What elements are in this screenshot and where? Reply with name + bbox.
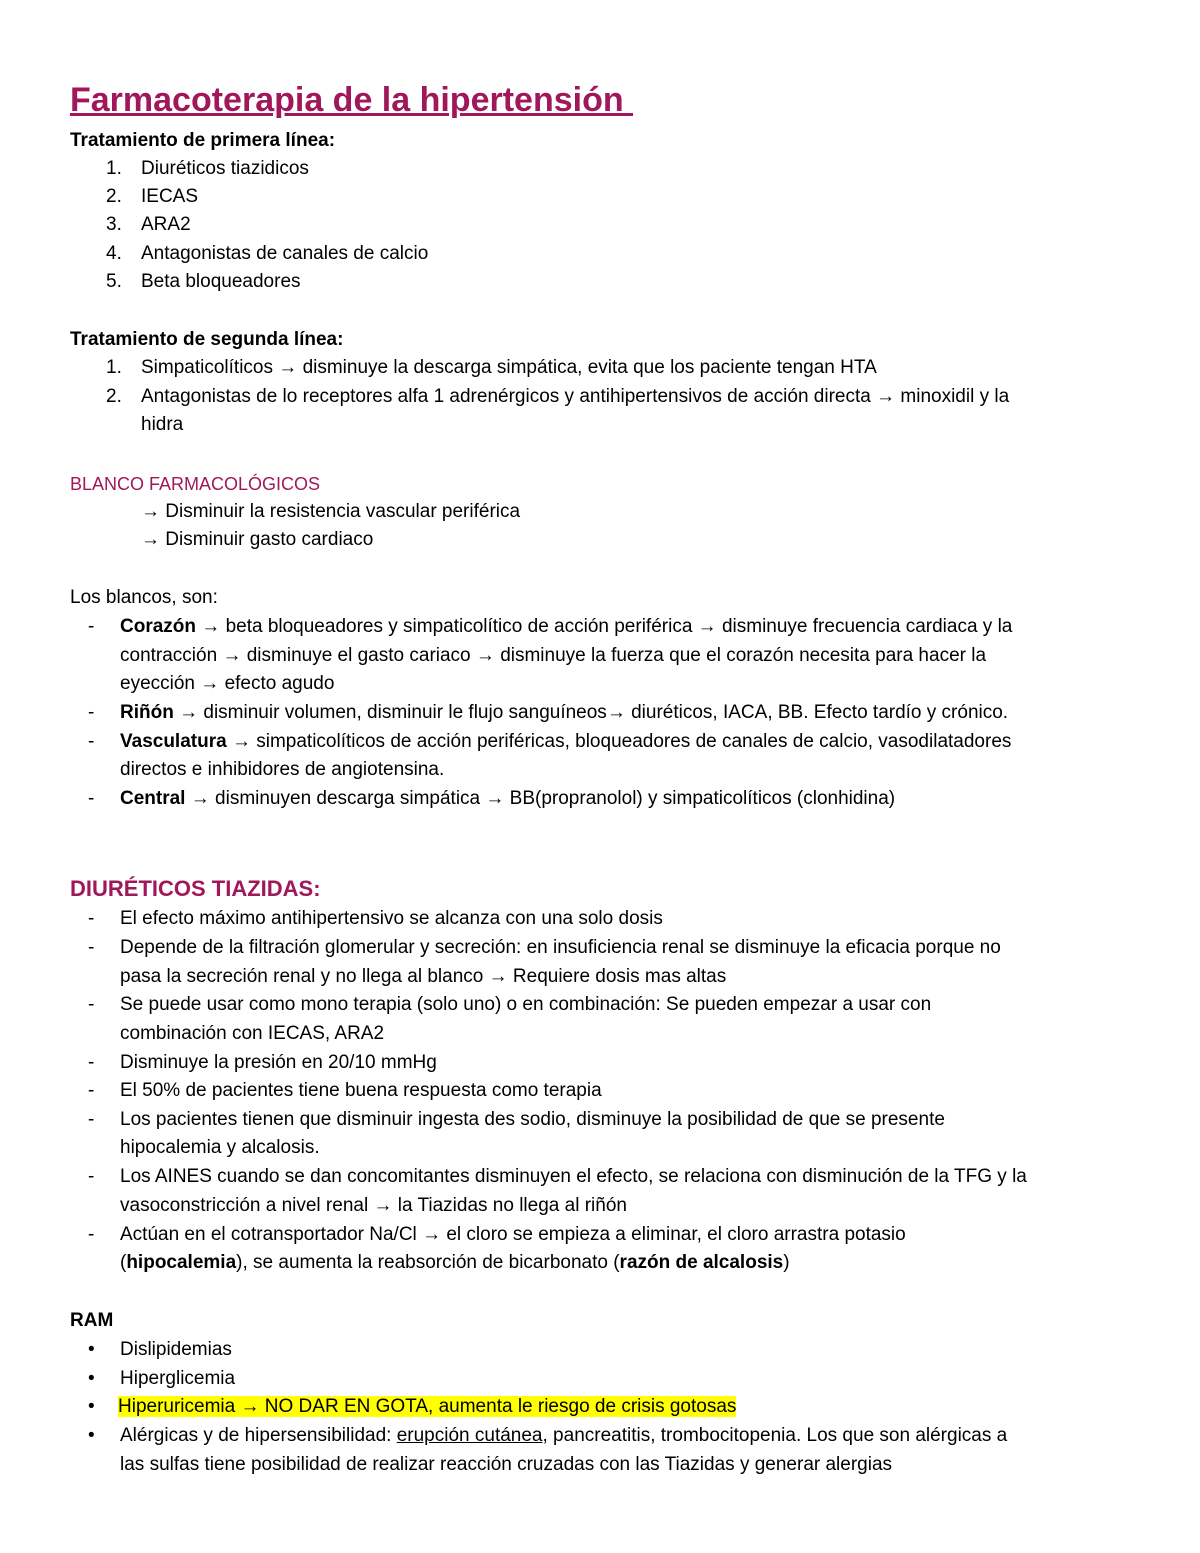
dash-marker: - <box>88 994 95 1015</box>
list-item: Se puede usar como mono terapia (solo uno) o en combinación: Se pueden empezar a usar con <box>120 994 932 1015</box>
arrow-icon: → <box>278 357 298 378</box>
highlighted-text <box>118 1396 736 1417</box>
list-item-continuation: hipocalemia y alcalosis. <box>120 1137 320 1158</box>
item-text: Hiperuricemia <box>118 1396 236 1417</box>
list-item: IECAS <box>141 186 199 207</box>
arrow-icon: → <box>141 529 160 550</box>
item-text: minoxidil y la <box>900 386 1010 407</box>
item-text: disminuye la descarga simpática, evita que los paciente tengan HTA <box>302 357 877 378</box>
item-text: Alérgicas y de hipersensibilidad: <box>120 1425 397 1446</box>
dash-marker: - <box>88 1224 95 1245</box>
dash-marker: - <box>88 1052 95 1073</box>
list-item <box>141 355 877 381</box>
item-text: disminuir volumen, disminuir le flujo sanguíneos <box>203 702 607 723</box>
arrow-icon: → <box>876 386 896 407</box>
item-text: diuréticos, IACA, BB. Efecto tardío y crónico. <box>631 702 1009 723</box>
list-item: Los pacientes tienen que disminuir ingesta des sodio, disminuye la posibilidad de que se presente <box>120 1109 945 1130</box>
item-text: contracción <box>120 645 218 666</box>
item-text: beta bloqueadores y simpaticolítico de acción periférica <box>225 616 693 637</box>
item-text: la Tiazidas no llega al riñón <box>397 1195 627 1216</box>
list-item-continuation <box>120 964 726 990</box>
list-item-highlighted <box>118 1394 736 1420</box>
item-text: disminuye la fuerza que el corazón necesita para hacer la <box>500 645 987 666</box>
item-text: Simpaticolíticos <box>141 357 273 378</box>
arrow-icon: → <box>488 966 508 987</box>
arrow-icon: → <box>231 731 251 752</box>
item-label: Riñón <box>120 702 174 723</box>
list-item-continuation: directos e inhibidores de angiotensina. <box>120 759 445 780</box>
arrow-item <box>141 499 520 525</box>
list-number: 2. <box>106 186 122 207</box>
item-text: Actúan en el cotransportador Na/Cl <box>120 1224 417 1245</box>
list-item: Beta bloqueadores <box>141 271 301 292</box>
item-text: ( <box>120 1252 127 1273</box>
list-item: Hiperglicemia <box>120 1368 236 1389</box>
list-number: 5. <box>106 271 122 292</box>
list-item <box>120 614 1012 640</box>
list-item <box>141 384 1009 410</box>
arrow-icon: → <box>373 1195 393 1216</box>
list-item: Antagonistas de canales de calcio <box>141 243 429 264</box>
list-item: El 50% de pacientes tiene buena respuesta como terapia <box>120 1080 602 1101</box>
list-item: Dislipidemias <box>120 1339 232 1360</box>
item-text: razón de alcalosis <box>619 1252 784 1273</box>
list-item-continuation <box>120 671 334 697</box>
arrow-icon: → <box>190 788 210 809</box>
blanco-heading: BLANCO FARMACOLÓGICOS <box>70 474 321 494</box>
list-number: 3. <box>106 214 122 235</box>
underlined-text: erupción cutánea <box>396 1425 543 1446</box>
arrow-icon: → <box>697 616 717 637</box>
bullet-marker: • <box>88 1339 95 1360</box>
dash-marker: - <box>88 1166 95 1187</box>
item-text: Requiere dosis mas altas <box>512 966 727 987</box>
dash-marker: - <box>88 788 95 809</box>
item-text: BB(propranolol) y simpaticolíticos (clonhidina) <box>509 788 896 809</box>
list-item: Depende de la filtración glomerular y secreción: en insuficiencia renal se disminuye la eficacia porque no <box>120 937 1001 958</box>
list-item-continuation <box>120 643 986 669</box>
item-text: NO DAR EN GOTA, aumenta le riesgo de crisis gotosas <box>264 1396 737 1417</box>
list-number: 1. <box>106 357 122 378</box>
arrow-icon: → <box>141 501 160 522</box>
item-text: Antagonistas de lo receptores alfa 1 adrenérgicos y antihipertensivos de acción directa <box>141 386 871 407</box>
diureticos-heading: DIURÉTICOS TIAZIDAS: <box>70 876 321 901</box>
arrow-icon: → <box>475 645 495 666</box>
bullet-marker: • <box>88 1368 95 1389</box>
list-item: Los AINES cuando se dan concomitantes disminuyen el efecto, se relaciona con disminución de la TFG y la <box>120 1166 1027 1187</box>
item-text: , pancreatitis, trombocitopenia. Los que son alérgicas a <box>542 1425 1008 1446</box>
item-text: vasoconstricción a nivel renal <box>120 1195 369 1216</box>
list-item: El efecto máximo antihipertensivo se alcanza con una solo dosis <box>120 908 663 929</box>
dash-marker: - <box>88 1109 95 1130</box>
item-text: disminuye el gasto cariaco <box>246 645 471 666</box>
item-text: disminuyen descarga simpática <box>215 788 481 809</box>
bullet-marker: • <box>88 1425 95 1446</box>
list-number: 4. <box>106 243 122 264</box>
arrow-item <box>141 527 373 553</box>
item-text: ), se aumenta la reabsorción de bicarbonato ( <box>236 1252 620 1273</box>
item-text: pasa la secreción renal y no llega al blanco <box>120 966 484 987</box>
page-title: Farmacoterapia de la hipertensión <box>70 81 634 119</box>
item-label: Corazón <box>120 616 196 637</box>
arrow-icon: → <box>222 645 242 666</box>
item-text: Disminuir la resistencia vascular periférica <box>165 501 521 522</box>
list-item <box>120 1423 1007 1449</box>
list-item: Diuréticos tiazidicos <box>141 158 309 179</box>
first-line-heading: Tratamiento de primera línea: <box>70 130 336 151</box>
list-item-continuation <box>120 1250 790 1276</box>
arrow-icon: → <box>422 1224 442 1245</box>
dash-marker: - <box>88 937 95 958</box>
item-text: eyección <box>120 673 195 694</box>
list-item: ARA2 <box>141 214 191 235</box>
arrow-icon: → <box>200 673 220 694</box>
item-text: disminuye frecuencia cardiaca y la <box>721 616 1013 637</box>
item-text: simpaticolíticos de acción periféricas, bloqueadores de canales de calcio, vasodilatadores <box>256 731 1012 752</box>
item-text: el cloro se empieza a eliminar, el cloro arrastra potasio <box>446 1224 906 1245</box>
dash-marker: - <box>88 702 95 723</box>
list-item-continuation <box>120 1193 627 1219</box>
arrow-icon: → <box>201 616 221 637</box>
list-item-continuation: hidra <box>141 414 184 435</box>
item-label: Vasculatura <box>120 731 227 752</box>
dash-marker: - <box>88 616 95 637</box>
item-text: efecto agudo <box>224 673 335 694</box>
dash-marker: - <box>88 1080 95 1101</box>
arrow-icon: → <box>485 788 505 809</box>
item-label: Central <box>120 788 186 809</box>
blancos-intro: Los blancos, son: <box>70 587 218 608</box>
list-item <box>120 729 1011 755</box>
arrow-icon: → <box>179 702 199 723</box>
item-text: hipocalemia <box>126 1252 237 1273</box>
arrow-icon: → <box>240 1396 260 1417</box>
list-number: 1. <box>106 158 122 179</box>
list-item <box>120 700 1008 726</box>
ram-heading: RAM <box>70 1310 114 1331</box>
second-line-heading: Tratamiento de segunda línea: <box>70 329 344 350</box>
arrow-icon: → <box>606 702 626 723</box>
dash-marker: - <box>88 731 95 752</box>
list-item: Disminuye la presión en 20/10 mmHg <box>120 1052 437 1073</box>
list-item <box>120 786 895 812</box>
list-item-continuation: las sulfas tiene posibilidad de realizar reacción cruzadas con las Tiazidas y generar alergias <box>120 1454 893 1475</box>
list-number: 2. <box>106 386 122 407</box>
bullet-marker: • <box>88 1396 95 1417</box>
list-item <box>120 1222 906 1248</box>
item-text: Disminuir gasto cardiaco <box>165 529 374 550</box>
dash-marker: - <box>88 908 95 929</box>
item-text: ) <box>783 1252 790 1273</box>
list-item-continuation: combinación con IECAS, ARA2 <box>120 1023 385 1044</box>
